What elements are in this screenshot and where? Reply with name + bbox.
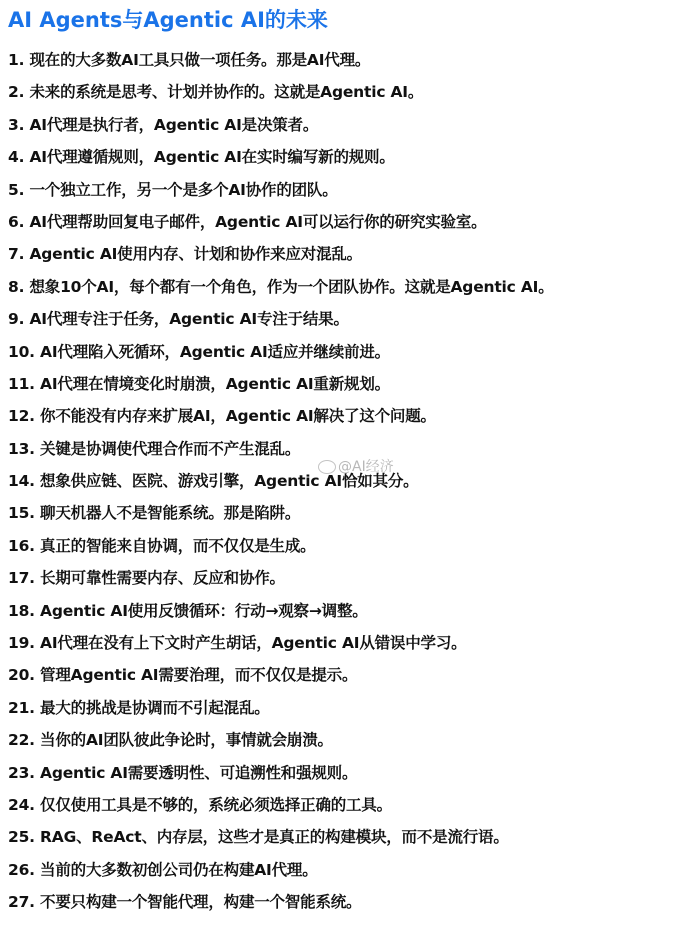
page-title: AI Agents与Agentic AI的未来 (8, 8, 328, 32)
list-item: 9. AI代理专注于任务，Agentic AI专注于结果。 (8, 310, 349, 329)
list-item: 26. 当前的大多数初创公司仍在构建AI代理。 (8, 860, 318, 879)
list-item: 16. 真正的智能来自协调，而不仅仅是生成。 (8, 536, 316, 555)
list-item: 13. 关键是协调使代理合作而不产生混乱。 (8, 439, 301, 458)
list-item: 10. AI代理陷入死循环，Agentic AI适应并继续前进。 (8, 342, 390, 361)
list-item: 11. AI代理在情境变化时崩溃，Agentic AI重新规划。 (8, 374, 390, 393)
list-item: 6. AI代理帮助回复电子邮件，Agentic AI可以运行你的研究实验室。 (8, 212, 487, 231)
list-item: 19. AI代理在没有上下文时产生胡话，Agentic AI从错误中学习。 (8, 634, 467, 653)
list-item: 22. 当你的AI团队彼此争论时，事情就会崩溃。 (8, 731, 333, 750)
list-item: 17. 长期可靠性需要内存、反应和协作。 (8, 569, 285, 588)
numbered-list (8, 44, 688, 919)
watermark-text: @AI经济 (338, 459, 394, 475)
list-item: 7. Agentic AI使用内存、计划和协作来应对混乱。 (8, 245, 362, 264)
list-item: 1. 现在的大多数AI工具只做一项任务。那是AI代理。 (8, 51, 371, 69)
list-item: 23. Agentic AI需要透明性、可追溯性和强规则。 (8, 763, 358, 782)
list-item: 24. 仅仅使用工具是不够的，系统必须选择正确的工具。 (8, 795, 392, 814)
list-item: 25. RAG、ReAct、内存层，这些才是真正的构建模块，而不是流行语。 (8, 828, 509, 847)
list-item: 12. 你不能没有内存来扩展AI，Agentic AI解决了这个问题。 (8, 407, 436, 426)
list-item: 20. 管理Agentic AI需要治理，而不仅仅是提示。 (8, 666, 358, 685)
list-item: 21. 最大的挑战是协调而不引起混乱。 (8, 698, 270, 717)
list-item: 5. 一个独立工作，另一个是多个AI协作的团队。 (8, 180, 338, 199)
list-item: 4. AI代理遵循规则，Agentic AI在实时编写新的规则。 (8, 148, 395, 167)
list-item: 27. 不要只构建一个智能代理，构建一个智能系统。 (8, 893, 362, 912)
list-item: 8. 想象10个AI，每个都有一个角色，作为一个团队协作。这就是Agentic AI。 (8, 277, 554, 296)
list-item: 2. 未来的系统是思考、计划并协作的。这就是Agentic AI。 (8, 83, 424, 102)
list-item: 14. 想象供应链、医院、游戏引擎，Agentic AI恰如其分。 (8, 472, 419, 491)
list-item: 3. AI代理是执行者，Agentic AI是决策者。 (8, 115, 319, 134)
list-item: 15. 聊天机器人不是智能系统。那是陷阱。 (8, 504, 301, 523)
list-item: 18. Agentic AI使用反馈循环：行动→观察→调整。 (8, 601, 368, 620)
